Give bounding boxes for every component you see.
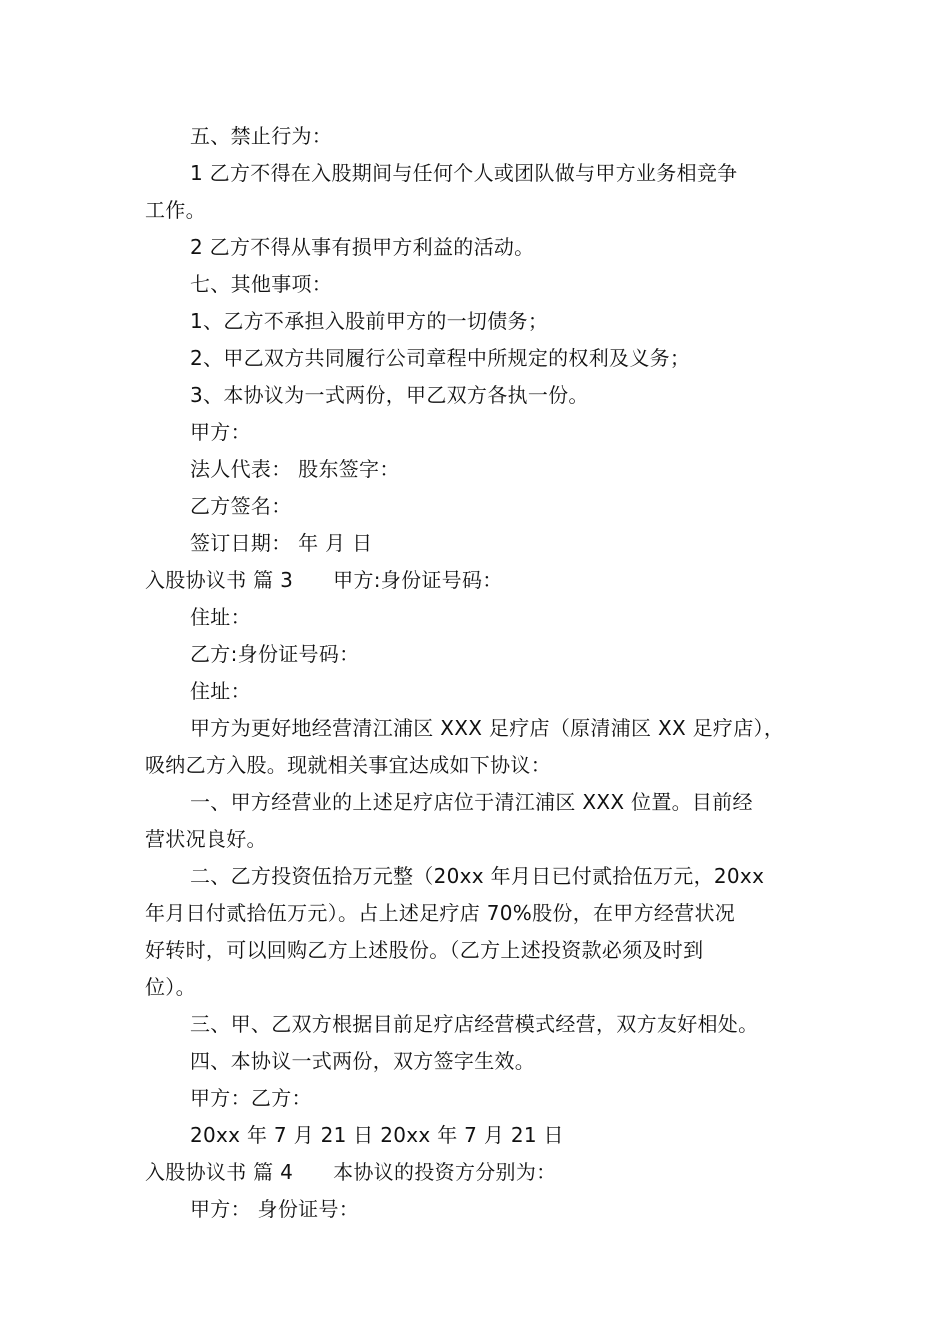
paragraph-line bbox=[145, 488, 817, 525]
line-text: 甲方为更好地经营清江浦区 XXX 足疗店（原清浦区 XX 足疗店）， bbox=[190, 716, 785, 740]
line-text: 甲方： 身份证号： bbox=[190, 1197, 360, 1221]
line-text: 1 乙方不得在入股期间与任何个人或团队做与甲方业务相竞争 bbox=[190, 161, 738, 185]
paragraph-line bbox=[145, 673, 817, 710]
section-heading: 入股协议书 篇 3 bbox=[145, 568, 294, 592]
line-text: 2、甲乙双方共同履行公司章程中所规定的权利及义务； bbox=[190, 346, 691, 370]
paragraph-line bbox=[145, 192, 817, 229]
paragraph-line bbox=[145, 340, 817, 377]
line-text: 甲方:身份证号码： bbox=[333, 568, 503, 592]
line-text: 2 乙方不得从事有损甲方利益的活动。 bbox=[190, 235, 535, 259]
line-text: 年月日付贰拾伍万元）。占上述足疗店 70%股份，在甲方经营状况 bbox=[145, 901, 736, 925]
line-text: 吸纳乙方入股。现就相关事宜达成如下协议： bbox=[145, 753, 551, 777]
document-body bbox=[145, 118, 817, 1228]
line-text: 四、本协议一式两份，双方签字生效。 bbox=[190, 1049, 536, 1073]
line-text: 二、乙方投资伍拾万元整（20xx 年月日已付贰拾伍万元，20xx bbox=[190, 864, 765, 888]
paragraph-line bbox=[145, 377, 817, 414]
line-text: 法人代表： 股东签字： bbox=[190, 457, 400, 481]
paragraph-line bbox=[145, 1080, 817, 1117]
paragraph-line bbox=[145, 932, 817, 969]
line-text: 本协议的投资方分别为： bbox=[333, 1160, 557, 1184]
paragraph-line bbox=[145, 1006, 817, 1043]
line-text: 工作。 bbox=[145, 198, 206, 222]
section-heading-line bbox=[145, 562, 817, 599]
line-text: 七、其他事项： bbox=[190, 272, 333, 296]
paragraph-line bbox=[145, 229, 817, 266]
line-text: 五、禁止行为： bbox=[190, 124, 333, 148]
section-heading-line bbox=[145, 1154, 817, 1191]
section-heading: 入股协议书 篇 4 bbox=[145, 1160, 294, 1184]
paragraph-line bbox=[145, 451, 817, 488]
paragraph-line bbox=[145, 1043, 817, 1080]
line-text: 3、本协议为一式两份，甲乙双方各执一份。 bbox=[190, 383, 589, 407]
line-text: 好转时，可以回购乙方上述股份。（乙方上述投资款必须及时到 bbox=[145, 938, 704, 962]
paragraph-line bbox=[145, 525, 817, 562]
line-text: 乙方签名： bbox=[190, 494, 292, 518]
paragraph-line bbox=[145, 858, 817, 895]
line-text: 乙方:身份证号码： bbox=[190, 642, 360, 666]
paragraph-line bbox=[145, 821, 817, 858]
line-text: 住址： bbox=[190, 679, 251, 703]
line-text: 甲方： bbox=[190, 420, 251, 444]
line-text: 位）。 bbox=[145, 975, 196, 999]
line-text: 一、甲方经营业的上述足疗店位于清江浦区 XXX 位置。目前经 bbox=[190, 790, 753, 814]
paragraph-line bbox=[145, 303, 817, 340]
line-text: 住址： bbox=[190, 605, 251, 629]
paragraph-line bbox=[145, 599, 817, 636]
paragraph-line bbox=[145, 1191, 817, 1228]
paragraph-line bbox=[145, 747, 817, 784]
paragraph-line bbox=[145, 155, 817, 192]
paragraph-line bbox=[145, 266, 817, 303]
line-text: 三、甲、乙双方根据目前足疗店经营模式经营，双方友好相处。 bbox=[190, 1012, 759, 1036]
line-text: 20xx 年 7 月 21 日 20xx 年 7 月 21 日 bbox=[190, 1123, 564, 1147]
paragraph-line bbox=[145, 710, 817, 747]
line-text: 1、乙方不承担入股前甲方的一切债务； bbox=[190, 309, 549, 333]
paragraph-line bbox=[145, 969, 817, 1006]
paragraph-line bbox=[145, 895, 817, 932]
line-text: 签订日期： 年 月 日 bbox=[190, 531, 373, 555]
paragraph-line bbox=[145, 636, 817, 673]
paragraph-line bbox=[145, 414, 817, 451]
paragraph-line bbox=[145, 784, 817, 821]
paragraph-line bbox=[145, 118, 817, 155]
line-text: 甲方：乙方： bbox=[190, 1086, 312, 1110]
paragraph-line bbox=[145, 1117, 817, 1154]
line-text: 营状况良好。 bbox=[145, 827, 267, 851]
